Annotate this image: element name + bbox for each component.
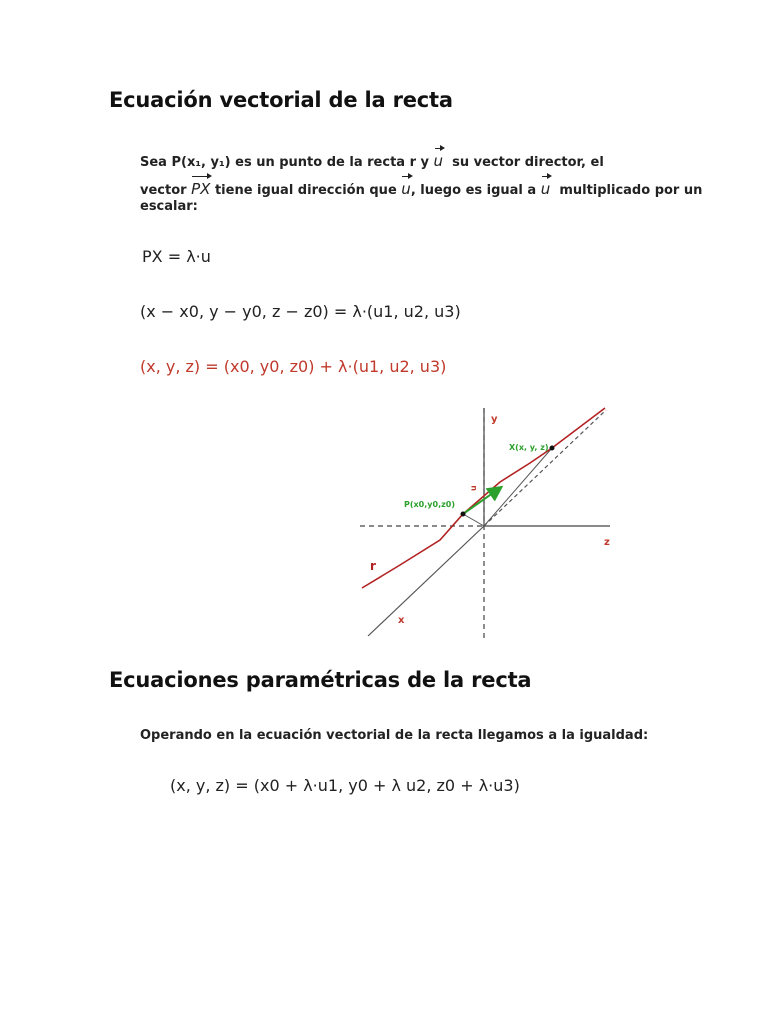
- label-point-x: X(x, y, z): [509, 443, 549, 452]
- intro-text-2b: tiene igual dirección que: [214, 183, 397, 198]
- vector-u-symbol-2: u: [401, 180, 411, 198]
- position-vector-p: [463, 514, 484, 526]
- intro-line-2: [140, 180, 702, 198]
- label-y-axis: y: [491, 414, 498, 425]
- label-vector-u: u: [469, 485, 478, 491]
- line-diagram: [360, 400, 620, 640]
- direction-dashed-line: [484, 410, 606, 526]
- intro-text-2c: , luego es igual a: [410, 183, 537, 198]
- label-x-axis: x: [398, 615, 405, 626]
- equation-1: PX = λ·u: [142, 247, 211, 266]
- point-p-dot: [461, 512, 466, 517]
- label-z-axis: z: [604, 537, 610, 548]
- label-point-p: P(x0,y0,z0): [404, 500, 455, 509]
- intro-text-2d: multiplicado por un: [559, 183, 703, 198]
- operando-line: Operando en la ecuación vectorial de la recta llegamos a la igualdad:: [140, 728, 649, 743]
- section-title-parametricas: Ecuaciones paramétricas de la recta: [109, 668, 532, 692]
- section-title-vectorial: Ecuación vectorial de la recta: [109, 88, 453, 112]
- intro-line-1: [140, 152, 604, 170]
- point-x-dot: [550, 446, 555, 451]
- equation-parametric: (x, y, z) = (x0 + λ·u1, y0 + λ u2, z0 + λ·u3): [170, 776, 520, 795]
- intro-line-3: escalar:: [140, 199, 198, 214]
- vector-u-symbol: u: [433, 152, 444, 170]
- intro-text-1a: Sea P(x₁, y₁) es un punto de la recta r y: [140, 155, 429, 170]
- intro-text-2a: vector: [140, 183, 187, 198]
- vector-px-symbol: PX: [191, 180, 211, 198]
- equation-2: (x − x0, y − y0, z − z0) = λ·(u1, u2, u3): [140, 302, 461, 321]
- label-line-r: r: [370, 559, 376, 573]
- intro-text-1b: su vector director, el: [452, 155, 604, 170]
- x-axis: [368, 526, 484, 636]
- vector-u-symbol-3: u: [540, 180, 551, 198]
- equation-3: (x, y, z) = (x0, y0, z0) + λ·(u1, u2, u3): [140, 357, 447, 376]
